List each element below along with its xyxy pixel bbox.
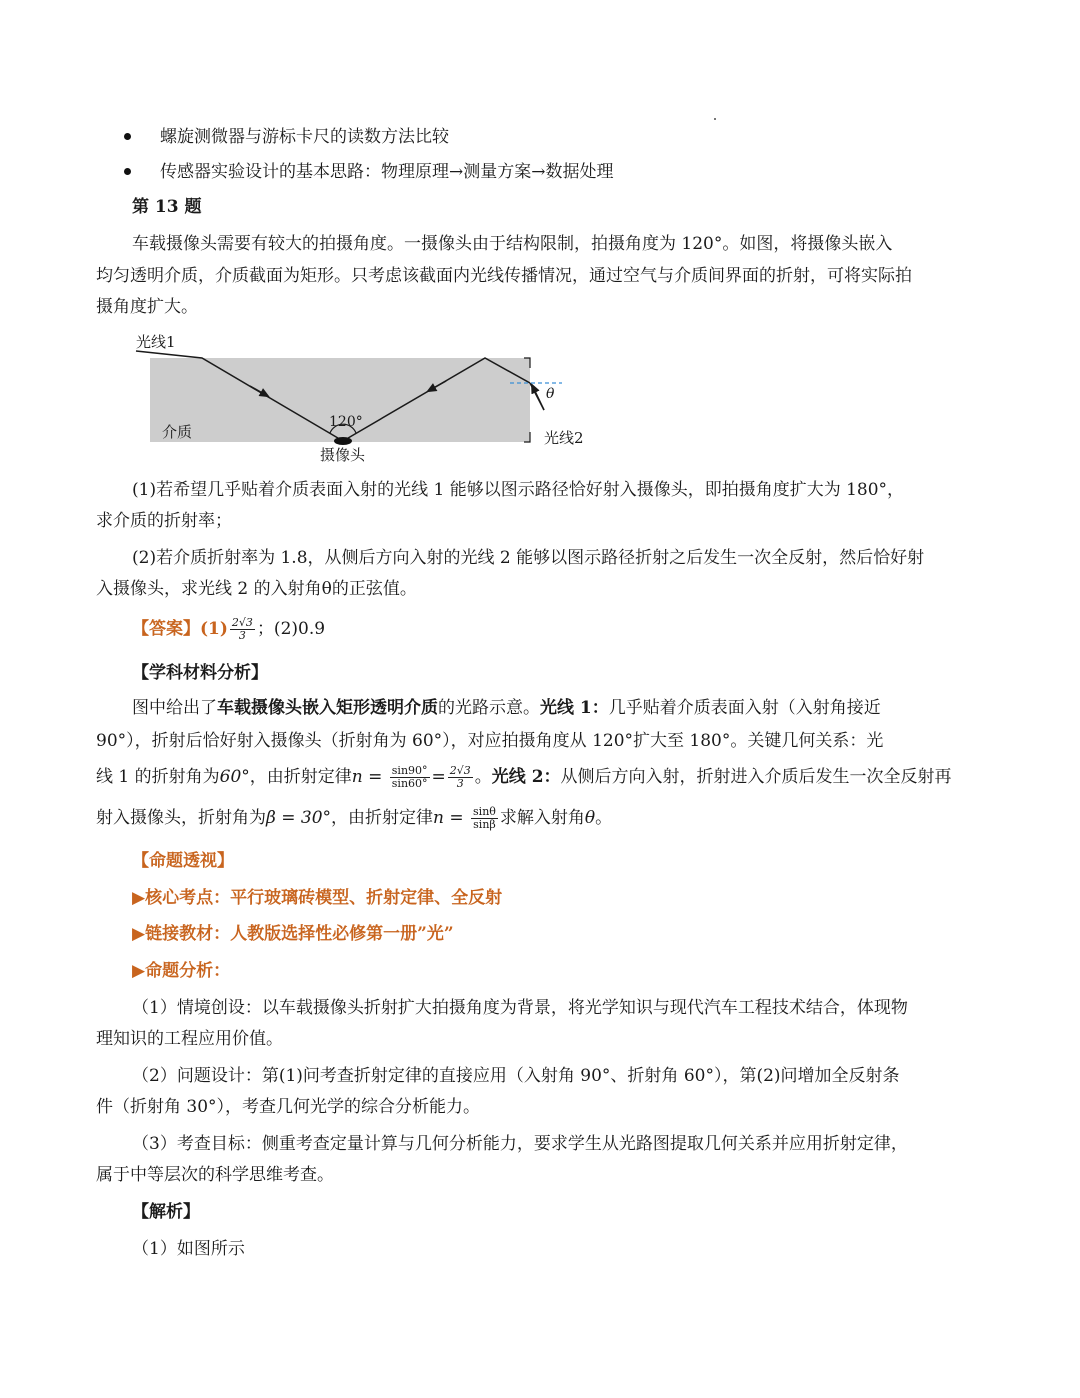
answer-fraction: [230, 617, 255, 642]
fraction-denominator: 3: [456, 777, 464, 790]
question-stem-line: 摄角度扩大。: [96, 297, 198, 317]
text-span: 。: [595, 808, 613, 828]
theta-label: θ: [546, 386, 555, 402]
text-span: 。: [474, 767, 492, 787]
text-span: 求解入射角: [499, 808, 585, 828]
core-points: ▶核心考点：平行玻璃砖模型、折射定律、全反射: [132, 888, 503, 908]
incident-ray: [530, 383, 544, 410]
part2-line: 入摄像头，求光线 2 的入射角θ的正弦值。: [96, 579, 417, 599]
bullet-dot: [124, 168, 131, 175]
perspective-title: 【命题透视】: [132, 851, 234, 871]
perspective-item: 理知识的工程应用价值。: [96, 1029, 283, 1049]
text-span: 从侧后方向入射，折射进入介质后发生一次全反射再: [560, 767, 952, 787]
text-span: ，由折射定律: [331, 808, 434, 828]
math-span: β = 30°: [266, 808, 332, 828]
question-title: 第 13 题: [132, 197, 202, 217]
text-span: =: [431, 767, 446, 787]
part1-line: 求介质的折射率；: [96, 511, 232, 531]
fraction-denominator: sinβ: [473, 818, 496, 831]
text-span: 的光路示意。: [438, 698, 540, 718]
perspective-item: （1）情境创设：以车载摄像头折射扩大拍摄角度为背景，将光学知识与现代汽车工程技术结合，体现物: [132, 998, 908, 1018]
camera-label: 摄像头: [320, 446, 366, 464]
fraction-numerator: 2√3: [449, 764, 471, 777]
perspective-item: （2）问题设计：第(1)问考查折射定律的直接应用（入射角 90°、折射角 60°），第(2)问增加全反射条: [132, 1066, 900, 1086]
bullet-dot: [124, 133, 131, 140]
analysis-title: 【学科材料分析】: [132, 663, 268, 683]
fraction-denominator: sin60°: [391, 777, 428, 790]
math-span: 60°: [219, 767, 250, 787]
fraction-numerator: sin90°: [391, 764, 428, 777]
part2-line: (2)若介质折射率为 1.8，从侧后方向入射的光线 2 能够以图示路径折射之后发生一次全反射，然后恰好射: [132, 548, 925, 568]
text-span: ，由折射定律: [249, 767, 352, 787]
bullet-item: 螺旋测微器与游标卡尺的读数方法比较: [160, 127, 449, 147]
fraction: [448, 765, 473, 790]
medium-label: 介质: [162, 423, 193, 441]
text-span: 光线 1：: [540, 698, 609, 718]
text-span: 射入摄像头，折射角为: [96, 808, 266, 828]
text-span: 线 1 的折射角为: [96, 767, 220, 787]
text-span: 图中给出了: [132, 698, 217, 718]
fraction: [471, 806, 498, 831]
question-stem-line: 均匀透明介质，介质截面为矩形。只考虑该截面内光线传播情况，通过空气与介质间界面的折射，可将实际拍: [96, 266, 912, 286]
solution-line: （1）如图所示: [132, 1239, 245, 1259]
perspective-item: 件（折射角 30°），考查几何光学的综合分析能力。: [96, 1097, 481, 1117]
proposition-analysis-label: ▶命题分析：: [132, 961, 231, 981]
perspective-item: （3）考查目标：侧重考查定量计算与几何分析能力，要求学生从光路图提取几何关系并应用折射定律，: [132, 1134, 908, 1154]
answer-line: [132, 616, 1022, 642]
question-stem-line: 车载摄像头需要有较大的拍摄角度。一摄像头由于结构限制，拍摄角度为 120°。如图，将摄像头嵌入: [132, 234, 893, 254]
math-span: n =: [433, 808, 464, 828]
angle-label: 120°: [329, 414, 363, 430]
text-span: 光线 2：: [491, 767, 561, 787]
textbook-link: ▶链接教材：人教版选择性必修第一册”光”: [132, 924, 454, 944]
analysis-line: 90°），折射后恰好射入摄像头（折射角为 60°），对应拍摄角度从 120°扩大至 180°。关键几何关系：光: [96, 731, 884, 751]
bullet-item: 传感器实验设计的基本思路：物理原理→测量方案→数据处理: [160, 162, 614, 182]
part1-line: (1)若希望几乎贴着介质表面入射的光线 1 能够以图示路径恰好射入摄像头，即拍摄角度扩大为 180°，: [132, 480, 905, 500]
camera-shape: [334, 437, 352, 445]
math-span: n =: [351, 767, 383, 787]
fraction-numerator: 2√3: [231, 616, 253, 629]
answer-label: 【答案】: [132, 619, 200, 639]
analysis-line: [96, 764, 986, 790]
speck: [714, 118, 716, 120]
fraction-numerator: sinθ: [473, 805, 496, 818]
analysis-line: [96, 805, 986, 831]
math-span: θ: [584, 808, 596, 828]
light2-label: 光线2: [544, 429, 584, 447]
optics-figure: [130, 328, 600, 468]
text-span: 几乎贴着介质表面入射（入射角接近: [608, 698, 881, 718]
answer-part1: (1): [200, 619, 228, 639]
fraction: [390, 765, 430, 790]
solution-title: 【解析】: [132, 1202, 200, 1222]
fraction-denominator: 3: [238, 629, 246, 642]
perspective-item: 属于中等层次的科学思维考查。: [96, 1165, 334, 1185]
analysis-line: [132, 695, 1022, 721]
light1-label: 光线1: [136, 333, 176, 351]
text-span: 车载摄像头嵌入矩形透明介质: [217, 698, 438, 718]
answer-rest: ；(2)0.9: [256, 619, 326, 639]
